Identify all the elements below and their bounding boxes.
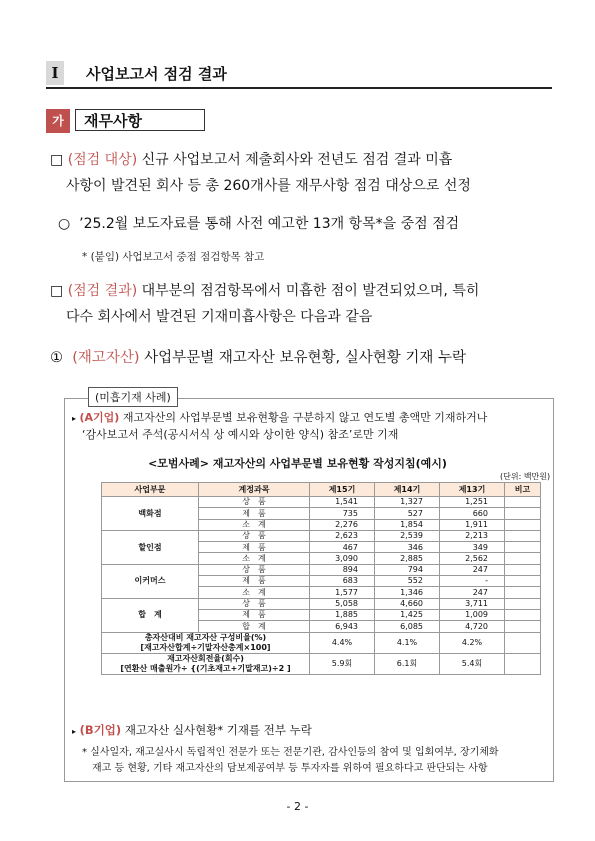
paragraph-preannounce — [58, 211, 459, 237]
value-cell: 2,539 — [375, 530, 440, 541]
value-cell: 794 — [375, 564, 440, 575]
target-text-2: 사항이 발견된 회사 등 총 260개사를 재무사항 점검 대상으로 선정 — [66, 178, 471, 194]
ratio-label — [102, 632, 310, 653]
remark-cell — [505, 542, 541, 553]
value-cell: 247 — [440, 587, 505, 598]
segment-name: 합 계 — [102, 598, 199, 632]
remark-cell — [505, 632, 541, 653]
segment-name: 백화점 — [102, 497, 199, 531]
example-b-tag: (B기업) — [79, 723, 122, 737]
example-label: (미흡기재 사례) — [88, 387, 178, 407]
result-text-1: 대부분의 점검항목에서 미흡한 점이 발견되었으며, 특히 — [137, 283, 480, 299]
value-cell: - — [440, 576, 505, 587]
value-cell: 4,720 — [440, 621, 505, 632]
value-cell: 467 — [310, 542, 375, 553]
account-cell: 소 계 — [199, 553, 310, 564]
item-number: ① — [50, 350, 63, 366]
value-cell: 1,327 — [375, 497, 440, 508]
example-a-tag: (A기업) — [79, 411, 120, 424]
remark-cell — [505, 508, 541, 519]
value-cell: 1,425 — [375, 609, 440, 620]
example-a-line-1 — [72, 409, 487, 427]
account-cell: 제 품 — [199, 542, 310, 553]
col-header: 제15기 — [310, 483, 375, 497]
turnover-label-2: [연환산 매출원가÷ {(기초재고+기말재고)÷2 ] — [120, 663, 291, 673]
value-cell: 6,943 — [310, 621, 375, 632]
value-cell: 349 — [440, 542, 505, 553]
subsection-title: 재무사항 — [75, 109, 205, 131]
value-cell: 4,660 — [375, 598, 440, 609]
value-cell: 660 — [440, 508, 505, 519]
account-cell: 소 계 — [199, 587, 310, 598]
example-a-text-1: 재고자산의 사업부문별 보유현황을 구분하지 않고 연도별 총액만 기재하거나 — [119, 411, 488, 424]
table-header-row — [102, 483, 541, 497]
col-header: 제13기 — [440, 483, 505, 497]
value-cell: 1,854 — [375, 519, 440, 530]
table-title: <모범사례> 재고자산의 사업부문별 보유현황 작성지침(예시) — [148, 457, 447, 470]
remark-cell — [505, 530, 541, 541]
value-cell: 894 — [310, 564, 375, 575]
account-cell: 제 품 — [199, 609, 310, 620]
value-cell: 3,711 — [440, 598, 505, 609]
turnover-value: 5.9회 — [310, 653, 375, 674]
value-cell: 683 — [310, 576, 375, 587]
subsection-number: 가 — [46, 109, 70, 133]
checkbox-marker: □ — [50, 152, 64, 168]
example-b-line — [72, 722, 312, 740]
remark-cell — [505, 621, 541, 632]
section-heading — [46, 61, 552, 89]
example-b-text: 재고자산 실사현황* 기재를 전부 누락 — [121, 723, 312, 737]
checkbox-marker: □ — [50, 283, 64, 299]
remark-cell — [505, 564, 541, 575]
value-cell: 2,885 — [375, 553, 440, 564]
account-cell: 합 계 — [199, 621, 310, 632]
value-cell: 735 — [310, 508, 375, 519]
value-cell: 1,251 — [440, 497, 505, 508]
segment-name: 할인점 — [102, 530, 199, 564]
col-header: 제14기 — [375, 483, 440, 497]
account-cell: 상 품 — [199, 564, 310, 575]
inventory-text: 사업부문별 재고자산 보유현황, 실사현황 기재 누락 — [139, 350, 466, 366]
page-number: - 2 - — [286, 800, 309, 813]
remark-cell — [505, 576, 541, 587]
remark-cell — [505, 497, 541, 508]
account-cell: 상 품 — [199, 530, 310, 541]
account-cell: 제 품 — [199, 508, 310, 519]
account-cell: 상 품 — [199, 598, 310, 609]
value-cell: 1,911 — [440, 519, 505, 530]
value-cell: 5,058 — [310, 598, 375, 609]
value-cell: 6,085 — [375, 621, 440, 632]
ratio-label-1: 총자산대비 재고자산 구성비율(%) — [144, 632, 267, 642]
value-cell: 346 — [375, 542, 440, 553]
ratio-value: 4.4% — [310, 632, 375, 653]
turnover-label-1: 재고자산회전율(회수) — [167, 653, 244, 663]
ratio-value: 4.1% — [375, 632, 440, 653]
account-cell: 소 계 — [199, 519, 310, 530]
inventory-tag: (재고자산) — [72, 350, 140, 366]
col-header: 계정과목 — [199, 483, 310, 497]
remark-cell — [505, 609, 541, 620]
paragraph-result — [50, 278, 479, 304]
col-header: 비고 — [505, 483, 541, 497]
result-tag: (점검 결과) — [67, 283, 138, 299]
paragraph-inventory — [50, 345, 466, 371]
example-a-text-2: ‘감사보고서 주석(공시서식 상 예시와 상이한 양식) 참조’로만 기재 — [82, 428, 399, 441]
turnover-value: 5.4회 — [440, 653, 505, 674]
triangle-bullet-icon: ▸ — [72, 414, 77, 423]
turnover-row — [102, 653, 541, 674]
inventory-table — [101, 482, 541, 675]
value-cell: 527 — [375, 508, 440, 519]
col-header: 사업부문 — [102, 483, 199, 497]
turnover-value: 6.1회 — [375, 653, 440, 674]
attachment-note: * (붙임) 사업보고서 중점 점검항목 참고 — [82, 251, 265, 263]
ratio-label-2: [재고자산합계÷기말자산총계×100] — [140, 642, 271, 652]
remark-cell — [505, 653, 541, 674]
remark-cell — [505, 587, 541, 598]
turnover-label — [102, 653, 310, 674]
value-cell: 3,090 — [310, 553, 375, 564]
ratio-value: 4.2% — [440, 632, 505, 653]
table-row — [102, 497, 541, 508]
section-number: I — [46, 61, 64, 85]
target-tag: (점검 대상) — [67, 152, 138, 168]
bullet-marker: ○ — [58, 216, 71, 232]
triangle-bullet-icon: ▸ — [72, 727, 77, 736]
account-cell: 상 품 — [199, 497, 310, 508]
paragraph-target — [50, 147, 452, 173]
value-cell: 2,276 — [310, 519, 375, 530]
section-title: 사업보고서 점검 결과 — [86, 65, 227, 83]
value-cell: 1,577 — [310, 587, 375, 598]
value-cell: 1,009 — [440, 609, 505, 620]
table-row — [102, 530, 541, 541]
example-b-note-2: 재고 등 현황, 기타 재고자산의 담보제공여부 등 투자자를 위하여 필요하다고 판단되는 사항 — [92, 763, 488, 774]
value-cell: 2,562 — [440, 553, 505, 564]
table-row — [102, 564, 541, 575]
segment-name: 이커머스 — [102, 564, 199, 598]
target-text-1: 신규 사업보고서 제출회사와 전년도 점검 결과 미흡 — [137, 152, 453, 168]
account-cell: 제 품 — [199, 576, 310, 587]
remark-cell — [505, 519, 541, 530]
value-cell: 247 — [440, 564, 505, 575]
value-cell: 552 — [375, 576, 440, 587]
value-cell: 1,885 — [310, 609, 375, 620]
value-cell: 1,346 — [375, 587, 440, 598]
result-text-2: 다수 회사에서 발견된 기재미흡사항은 다음과 같음 — [66, 309, 373, 325]
remark-cell — [505, 598, 541, 609]
value-cell: 2,213 — [440, 530, 505, 541]
table-row — [102, 598, 541, 609]
table-unit: (단위: 백만원) — [500, 472, 551, 481]
value-cell: 2,623 — [310, 530, 375, 541]
remark-cell — [505, 553, 541, 564]
ratio-row — [102, 632, 541, 653]
preannounce-text: ’25.2월 보도자료를 통해 사전 예고한 13개 항목*을 중점 점검 — [79, 216, 460, 232]
example-b-note-1: * 실사일자, 재고실사시 독립적인 전문가 또는 전문기관, 감사인등의 참여 및 입회여부, 장기체화 — [82, 747, 499, 758]
value-cell: 1,541 — [310, 497, 375, 508]
